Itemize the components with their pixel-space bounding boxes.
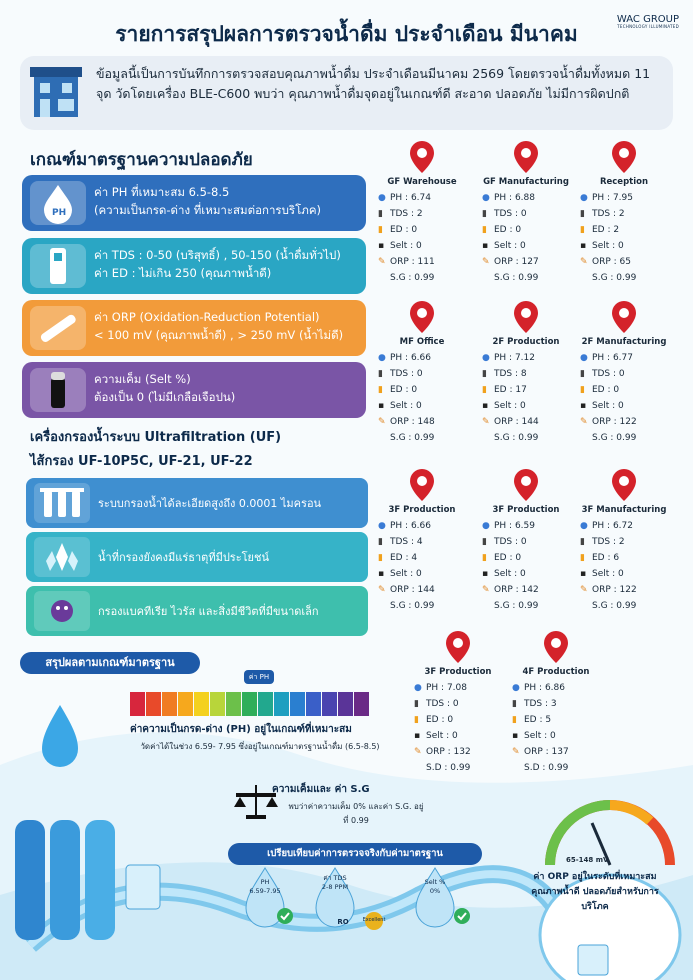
drop-ph bbox=[240, 878, 290, 896]
orp-row bbox=[478, 254, 574, 270]
ph-scale-segment bbox=[146, 692, 161, 716]
thermometer-icon: ▮ bbox=[378, 209, 383, 219]
meter-icon: ▮ bbox=[482, 225, 487, 235]
standards-heading: เกณฑ์มาตรฐานความปลอดภัย bbox=[30, 150, 253, 170]
location-name: 2F Manufacturing bbox=[581, 337, 667, 347]
drop-ph-label: PH bbox=[260, 878, 270, 886]
ph-scale-segment bbox=[306, 692, 321, 716]
orp-value: ORP : 65 bbox=[592, 257, 631, 267]
filter-heading bbox=[30, 426, 281, 474]
location-pin-icon bbox=[611, 468, 637, 502]
ph-row bbox=[576, 190, 672, 206]
ph-row bbox=[478, 350, 574, 366]
meter-icon: ▮ bbox=[580, 385, 585, 395]
tds-value: TDS : 2 bbox=[592, 537, 625, 547]
location-name: MF Office bbox=[399, 337, 445, 347]
location-pin-icon bbox=[611, 140, 637, 174]
filter-card-bacteria bbox=[26, 586, 368, 636]
ph-scale-tag: ค่า PH bbox=[244, 670, 274, 684]
tds-row bbox=[374, 206, 470, 222]
filter-heading-line2: ไส้กรอง UF-10P5C, UF-21, UF-22 bbox=[30, 454, 253, 469]
thermometer-icon: ▮ bbox=[482, 369, 487, 379]
sg-value: S.G : 0.99 bbox=[390, 601, 435, 611]
location-name: 3F Production bbox=[492, 505, 560, 515]
pen-icon: ✎ bbox=[512, 747, 520, 757]
salt-icon: ▪ bbox=[512, 731, 519, 741]
orp-value: ORP : 148 bbox=[390, 417, 435, 427]
ph-standard-line1: ค่า PH ที่เหมาะสม 6.5-8.5 bbox=[94, 185, 230, 199]
pen-icon: ✎ bbox=[378, 257, 386, 267]
ed-row bbox=[478, 550, 574, 566]
ph-value: PH : 7.08 bbox=[426, 683, 467, 693]
orp-row bbox=[374, 582, 470, 598]
location-pin-icon bbox=[611, 300, 637, 334]
tds-row bbox=[478, 534, 574, 550]
tds-value: TDS : 3 bbox=[524, 699, 557, 709]
pen-icon: ✎ bbox=[580, 585, 588, 595]
ph-scale-segment bbox=[162, 692, 177, 716]
summary-label: สรุปผลตามเกณฑ์มาตรฐาน bbox=[20, 652, 200, 674]
sg-value: S.G : 0.99 bbox=[390, 433, 435, 443]
selt-value: Selt : 0 bbox=[494, 241, 526, 251]
location-name: 4F Production bbox=[522, 667, 590, 677]
location-name: GF Warehouse bbox=[387, 177, 457, 187]
orp-pen-icon bbox=[30, 306, 86, 350]
ed-row bbox=[576, 222, 672, 238]
salt-standard-line2: ต้องเป็น 0 (ไม่มีเกลือเจือปน) bbox=[94, 390, 236, 404]
ph-summary-desc: วัดค่าได้ในช่วง 6.59- 7.95 ซึ่งอยู่ในเกณฑ์มาตรฐานน้ำดื่ม (6.5-8.5) bbox=[140, 742, 380, 751]
sg-value: S.G : 0.99 bbox=[494, 273, 539, 283]
tds-row bbox=[374, 534, 470, 550]
filter-card-mineral-text: น้ำที่กรองยังคงมีแร่ธาตุที่มีประโยชน์ bbox=[98, 551, 269, 564]
sg-row bbox=[576, 430, 672, 446]
ph-row bbox=[374, 350, 470, 366]
ph-scale-segment bbox=[290, 692, 305, 716]
tds-value: TDS : 2 bbox=[592, 209, 625, 219]
ph-color-scale bbox=[130, 692, 370, 716]
location-card bbox=[374, 300, 470, 446]
sg-value: S.G : 0.99 bbox=[592, 433, 637, 443]
salt-icon: ▪ bbox=[580, 401, 587, 411]
orp-value: ORP : 144 bbox=[494, 417, 539, 427]
ph-row bbox=[374, 190, 470, 206]
thermometer-icon: ▮ bbox=[414, 699, 419, 709]
ph-standard-line2: (ความเป็นกรด-ด่าง ที่เหมาะสมต่อการบริโภค) bbox=[94, 203, 322, 217]
orp-standard-line1: ค่า ORP (Oxidation-Reduction Potential) bbox=[94, 310, 320, 324]
ed-value: ED : 0 bbox=[592, 385, 620, 395]
salt-summary-desc: พบว่าค่าความเค็ม 0% และค่า S.G. อยู่ที่ 0.99 bbox=[288, 802, 424, 825]
drop-icon: ● bbox=[482, 193, 490, 203]
location-pin-icon bbox=[513, 468, 539, 502]
drop-icon: ● bbox=[512, 683, 520, 693]
ph-summary-title: ค่าความเป็นกรด-ด่าง (PH) อยู่ในเกณฑ์ที่เหมาะสม bbox=[130, 724, 352, 735]
filter-card-mineral bbox=[26, 532, 368, 582]
virus-icon bbox=[34, 591, 90, 631]
excellent-badge: Excellent bbox=[362, 917, 386, 923]
drop-icon: ● bbox=[378, 193, 386, 203]
ed-row bbox=[374, 550, 470, 566]
pen-icon: ✎ bbox=[482, 257, 490, 267]
ph-scale-segment bbox=[274, 692, 289, 716]
drop-salt bbox=[410, 878, 460, 896]
ph-scale-segment bbox=[210, 692, 225, 716]
ed-value: ED : 2 bbox=[592, 225, 620, 235]
ph-row bbox=[478, 518, 574, 534]
tds-value: TDS : 0 bbox=[426, 699, 459, 709]
pen-icon: ✎ bbox=[580, 257, 588, 267]
ph-scale-segment bbox=[130, 692, 145, 716]
pen-icon: ✎ bbox=[580, 417, 588, 427]
tds-row bbox=[478, 206, 574, 222]
selt-row bbox=[374, 566, 470, 582]
sg-value: S.G : 0.99 bbox=[494, 601, 539, 611]
filter-card-bacteria-text: กรองแบคทีเรีย ไวรัส และสิ่งมีชีวิตที่มีขนาดเล็ก bbox=[98, 605, 319, 618]
ph-scale-segment bbox=[338, 692, 353, 716]
orp-value: ORP : 137 bbox=[524, 747, 569, 757]
svg-text:PH: PH bbox=[52, 208, 67, 218]
standard-card-salt bbox=[22, 362, 366, 418]
pen-icon: ✎ bbox=[378, 417, 386, 427]
ed-row bbox=[576, 550, 672, 566]
location-card bbox=[576, 140, 672, 286]
orp-value: ORP : 122 bbox=[592, 417, 637, 427]
selt-row bbox=[576, 566, 672, 582]
ph-scale-segment bbox=[194, 692, 209, 716]
standard-card-orp bbox=[22, 300, 366, 356]
thermometer-icon: ▮ bbox=[482, 537, 487, 547]
thermometer-icon: ▮ bbox=[378, 537, 383, 547]
location-name: 3F Production bbox=[424, 667, 492, 677]
sg-row bbox=[478, 598, 574, 614]
selt-row bbox=[576, 238, 672, 254]
sg-row bbox=[374, 270, 470, 286]
orp-gauge-range: 65-148 mV bbox=[566, 856, 609, 864]
ph-row bbox=[478, 190, 574, 206]
meter-icon: ▮ bbox=[414, 715, 419, 725]
sg-value: S.G : 0.99 bbox=[592, 273, 637, 283]
selt-value: Selt : 0 bbox=[390, 401, 422, 411]
ph-scale-segment bbox=[178, 692, 193, 716]
meter-icon: ▮ bbox=[378, 553, 383, 563]
filter-card-micron bbox=[26, 478, 368, 528]
salt-standard-line1: ความเค็ม (Selt %) bbox=[94, 372, 191, 386]
sg-value: S.G : 0.99 bbox=[494, 433, 539, 443]
ph-row bbox=[576, 518, 672, 534]
selt-value: Selt : 0 bbox=[494, 569, 526, 579]
salt-icon: ▪ bbox=[482, 569, 489, 579]
ph-drop-icon bbox=[30, 181, 86, 225]
location-name: 2F Production bbox=[492, 337, 560, 347]
ph-value: PH : 6.74 bbox=[390, 193, 431, 203]
orp-row bbox=[576, 254, 672, 270]
ed-value: ED : 6 bbox=[592, 553, 620, 563]
tds-meter-icon bbox=[30, 244, 86, 288]
salt-icon: ▪ bbox=[378, 401, 385, 411]
brand-tagline: TECHNOLOGY ILLUMINATED bbox=[617, 24, 679, 29]
salt-icon: ▪ bbox=[482, 241, 489, 251]
orp-row bbox=[576, 582, 672, 598]
salt-icon: ▪ bbox=[580, 569, 587, 579]
drop-salt-label: Selt % bbox=[424, 878, 446, 886]
building-icon bbox=[28, 63, 84, 121]
filter-heading-line1: เครื่องกรองน้ำระบบ Ultrafiltration (UF) bbox=[30, 430, 282, 445]
tds-value: TDS : 8 bbox=[494, 369, 527, 379]
drop-icon: ● bbox=[482, 521, 490, 531]
selt-value: Selt : 0 bbox=[494, 401, 526, 411]
salt-shaker-icon bbox=[30, 368, 86, 412]
selt-row bbox=[374, 238, 470, 254]
thermometer-icon: ▮ bbox=[378, 369, 383, 379]
orp-summary-text: ค่า ORP อยู่ในระดับที่เหมาะสม คุณภาพน้ำดี ปลอดภัยสำหรับการบริโภค bbox=[531, 872, 659, 912]
ph-value: PH : 7.95 bbox=[592, 193, 633, 203]
ph-row bbox=[576, 350, 672, 366]
mineral-crystal-icon bbox=[34, 537, 90, 577]
ed-value: ED : 17 bbox=[494, 385, 527, 395]
location-pin-icon bbox=[409, 468, 435, 502]
ph-scale-segment bbox=[258, 692, 273, 716]
thermometer-icon: ▮ bbox=[482, 209, 487, 219]
ed-row bbox=[374, 382, 470, 398]
ph-value: PH : 6.88 bbox=[494, 193, 535, 203]
selt-row bbox=[576, 398, 672, 414]
meter-icon: ▮ bbox=[580, 553, 585, 563]
ph-value: PH : 6.72 bbox=[592, 521, 633, 531]
drop-icon: ● bbox=[378, 521, 386, 531]
salt-icon: ▪ bbox=[482, 401, 489, 411]
selt-row bbox=[374, 398, 470, 414]
drop-icon: ● bbox=[414, 683, 422, 693]
location-name: 3F Manufacturing bbox=[581, 505, 667, 515]
ed-value: ED : 0 bbox=[390, 385, 418, 395]
ph-value: PH : 6.77 bbox=[592, 353, 633, 363]
ro-label: RO bbox=[337, 918, 349, 926]
sg-row bbox=[576, 598, 672, 614]
salt-icon: ▪ bbox=[414, 731, 421, 741]
ed-value: ED : 0 bbox=[494, 225, 522, 235]
drop-icon: ● bbox=[580, 521, 588, 531]
selt-value: Selt : 0 bbox=[592, 241, 624, 251]
page-title: รายการสรุปผลการตรวจน้ำดื่ม ประจำเดือน มีนาคม bbox=[115, 22, 578, 46]
drop-ph-value: 6.59-7.95 bbox=[249, 887, 281, 895]
location-name: 3F Production bbox=[388, 505, 456, 515]
filter-card-micron-text: ระบบกรองน้ำได้ละเอียดสูงถึง 0.0001 ไมครอน bbox=[98, 497, 322, 510]
tds-value: TDS : 0 bbox=[494, 537, 527, 547]
drop-icon: ● bbox=[580, 193, 588, 203]
ph-value: PH : 6.59 bbox=[494, 521, 535, 531]
meter-icon: ▮ bbox=[512, 715, 517, 725]
intro-text: ข้อมูลนี้เป็นการบันทึกการตรวจสอบคุณภาพน้ำดื่ม ประจำเดือนมีนาคม 2569 โดยตรวจน้ำดื่มทั้งหมด 11 จุด วัดโดยเครื่อง BLE-C600 พบว่า คุณภาพน้ำดื่มจุดอยู่ในเกณฑ์ดี สะอาด ปลอดภัย ไม่มีการผิดปกติ bbox=[96, 66, 651, 101]
thermometer-icon: ▮ bbox=[580, 209, 585, 219]
selt-row bbox=[478, 398, 574, 414]
meter-icon: ▮ bbox=[482, 553, 487, 563]
tds-row bbox=[576, 366, 672, 382]
ph-row bbox=[374, 518, 470, 534]
selt-value: Selt : 0 bbox=[426, 731, 458, 741]
pen-icon: ✎ bbox=[482, 585, 490, 595]
location-pin-icon bbox=[513, 300, 539, 334]
drop-icon: ● bbox=[482, 353, 490, 363]
drop-tds-label: ค่า TDS bbox=[323, 874, 347, 882]
meter-icon: ▮ bbox=[378, 225, 383, 235]
location-card bbox=[478, 468, 574, 614]
location-card bbox=[478, 140, 574, 286]
ed-row bbox=[478, 382, 574, 398]
location-pin-icon bbox=[409, 140, 435, 174]
tds-row bbox=[576, 206, 672, 222]
tds-value: TDS : 0 bbox=[592, 369, 625, 379]
ph-scale-segment bbox=[242, 692, 257, 716]
selt-value: Selt : 0 bbox=[524, 731, 556, 741]
ed-standard-line2: ค่า ED : ไม่เกิน 250 (คุณภาพน้ำดี) bbox=[94, 266, 272, 280]
sg-value: S.G : 0.99 bbox=[592, 601, 637, 611]
ed-value: ED : 5 bbox=[524, 715, 552, 725]
selt-row bbox=[478, 566, 574, 582]
ph-scale-segment bbox=[354, 692, 369, 716]
tds-standard-line1: ค่า TDS : 0-50 (บริสุทธิ์) , 50-150 (น้ำดื่มทั่วไป) bbox=[94, 248, 341, 262]
ed-value: ED : 0 bbox=[390, 225, 418, 235]
selt-row bbox=[478, 238, 574, 254]
sg-value: S.D : 0.99 bbox=[524, 763, 569, 773]
salt-summary-title: ความเค็มและ ค่า S.G bbox=[272, 784, 370, 795]
salt-icon: ▪ bbox=[378, 569, 385, 579]
selt-value: Selt : 0 bbox=[390, 569, 422, 579]
standard-card-tds bbox=[22, 238, 366, 294]
meter-icon: ▮ bbox=[378, 385, 383, 395]
orp-row bbox=[576, 414, 672, 430]
tds-row bbox=[374, 366, 470, 382]
ed-row bbox=[478, 222, 574, 238]
orp-value: ORP : 127 bbox=[494, 257, 539, 267]
drop-tds bbox=[310, 874, 360, 892]
location-card bbox=[576, 300, 672, 446]
location-pin-icon bbox=[513, 140, 539, 174]
brand-logo bbox=[617, 14, 679, 29]
location-card bbox=[374, 140, 470, 286]
drop-salt-value: 0% bbox=[429, 887, 441, 895]
tds-value: TDS : 0 bbox=[494, 209, 527, 219]
tds-value: TDS : 0 bbox=[390, 369, 423, 379]
orp-row bbox=[478, 414, 574, 430]
ph-scale-segment bbox=[322, 692, 337, 716]
meter-icon: ▮ bbox=[482, 385, 487, 395]
orp-value: ORP : 111 bbox=[390, 257, 435, 267]
location-card bbox=[374, 468, 470, 614]
ph-value: PH : 7.12 bbox=[494, 353, 535, 363]
drop-tds-value: 2-8 PPM bbox=[321, 883, 349, 891]
selt-value: Selt : 0 bbox=[592, 569, 624, 579]
location-card bbox=[478, 300, 574, 446]
ed-row bbox=[576, 382, 672, 398]
location-name: Reception bbox=[599, 177, 649, 187]
sg-value: S.D : 0.99 bbox=[426, 763, 471, 773]
pen-icon: ✎ bbox=[414, 747, 422, 757]
meter-icon: ▮ bbox=[580, 225, 585, 235]
orp-value: ORP : 144 bbox=[390, 585, 435, 595]
orp-row bbox=[374, 254, 470, 270]
orp-row bbox=[374, 414, 470, 430]
drop-icon: ● bbox=[580, 353, 588, 363]
sg-row bbox=[478, 430, 574, 446]
tds-value: TDS : 4 bbox=[390, 537, 423, 547]
compare-label: เปรียบเทียบค่าการตรวจจริงกับค่ามาตรฐาน bbox=[228, 843, 482, 865]
thermometer-icon: ▮ bbox=[580, 537, 585, 547]
sg-row bbox=[478, 270, 574, 286]
orp-value: ORP : 142 bbox=[494, 585, 539, 595]
salt-icon: ▪ bbox=[378, 241, 385, 251]
ph-value: PH : 6.66 bbox=[390, 521, 431, 531]
salt-icon: ▪ bbox=[580, 241, 587, 251]
filter-housing-icon bbox=[34, 483, 90, 523]
tds-row bbox=[478, 366, 574, 382]
location-pin-icon bbox=[409, 300, 435, 334]
brand-name: WAC GROUP bbox=[616, 14, 679, 25]
pen-icon: ✎ bbox=[378, 585, 386, 595]
sg-row bbox=[576, 270, 672, 286]
location-name: GF Manufacturing bbox=[483, 177, 569, 187]
ed-value: ED : 0 bbox=[426, 715, 454, 725]
location-card bbox=[576, 468, 672, 614]
sg-row bbox=[374, 430, 470, 446]
ed-value: ED : 4 bbox=[390, 553, 418, 563]
orp-row bbox=[478, 582, 574, 598]
ed-row bbox=[374, 222, 470, 238]
sg-value: S.G : 0.99 bbox=[390, 273, 435, 283]
orp-value: ORP : 132 bbox=[426, 747, 471, 757]
tds-value: TDS : 2 bbox=[390, 209, 423, 219]
selt-value: Selt : 0 bbox=[592, 401, 624, 411]
thermometer-icon: ▮ bbox=[512, 699, 517, 709]
sg-row bbox=[374, 598, 470, 614]
pen-icon: ✎ bbox=[482, 417, 490, 427]
ed-value: ED : 0 bbox=[494, 553, 522, 563]
tds-row bbox=[576, 534, 672, 550]
orp-value: ORP : 122 bbox=[592, 585, 637, 595]
ph-scale-segment bbox=[226, 692, 241, 716]
selt-value: Selt : 0 bbox=[390, 241, 422, 251]
standard-card-ph bbox=[22, 175, 366, 231]
thermometer-icon: ▮ bbox=[580, 369, 585, 379]
drop-icon: ● bbox=[378, 353, 386, 363]
orp-standard-line2: < 100 mV (คุณภาพน้ำดี) , > 250 mV (น้ำไม่ดี) bbox=[94, 328, 344, 342]
ph-value: PH : 6.66 bbox=[390, 353, 431, 363]
ph-value: PH : 6.86 bbox=[524, 683, 565, 693]
